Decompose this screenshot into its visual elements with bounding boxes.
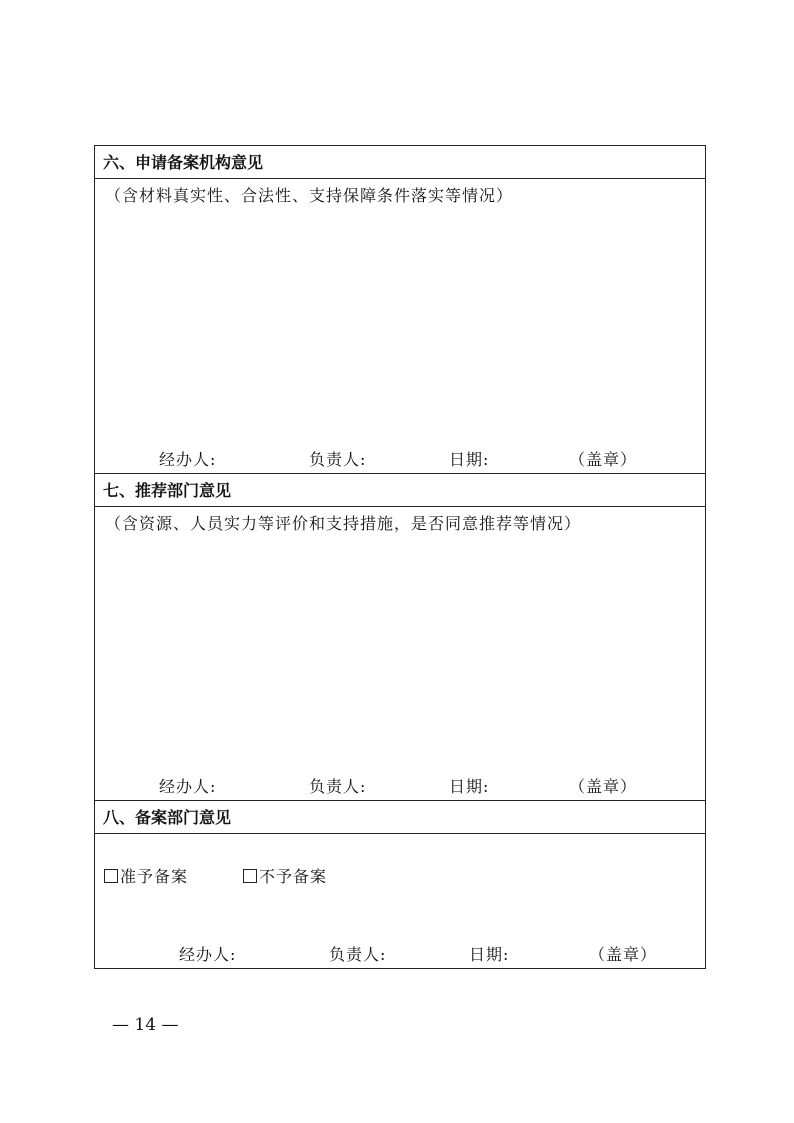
- approve-checkbox[interactable]: [104, 869, 118, 883]
- section-8-title: 八、备案部门意见: [95, 801, 705, 834]
- section-6-hint: （含材料真实性、合法性、支持保障条件落实等情况）: [105, 186, 514, 205]
- reject-option-label: 不予备案: [259, 867, 328, 886]
- section-8-seal-label: （盖章）: [589, 945, 658, 964]
- section-8-handler-label: 经办人:: [179, 945, 237, 964]
- section-8-body: [95, 834, 705, 968]
- section-6-handler-label: 经办人:: [159, 450, 217, 469]
- section-6-title: 六、申请备案机构意见: [95, 146, 705, 179]
- section-7-title: 七、推荐部门意见: [95, 474, 705, 507]
- opinion-form-table: [94, 145, 706, 969]
- section-7-handler-label: 经办人:: [159, 777, 217, 796]
- page-number: — 14 —: [112, 1015, 179, 1035]
- section-7-hint: （含资源、人员实力等评价和支持措施，是否同意推荐等情况）: [105, 514, 582, 533]
- section-8-date-label: 日期:: [469, 945, 510, 964]
- reject-checkbox[interactable]: [243, 869, 257, 883]
- section-6-date-label: 日期:: [449, 450, 490, 469]
- reject-option[interactable]: [243, 864, 327, 887]
- section-8-responsible-label: 负责人:: [329, 945, 387, 964]
- section-6-seal-label: （盖章）: [569, 450, 638, 469]
- section-6-responsible-label: 负责人:: [309, 450, 367, 469]
- section-7-seal-label: （盖章）: [569, 777, 638, 796]
- section-7-responsible-label: 负责人:: [309, 777, 367, 796]
- section-7-date-label: 日期:: [449, 777, 490, 796]
- approve-option[interactable]: [104, 864, 188, 887]
- section-7-body: [95, 507, 705, 801]
- approve-option-label: 准予备案: [120, 867, 189, 886]
- section-6-body: [95, 179, 705, 474]
